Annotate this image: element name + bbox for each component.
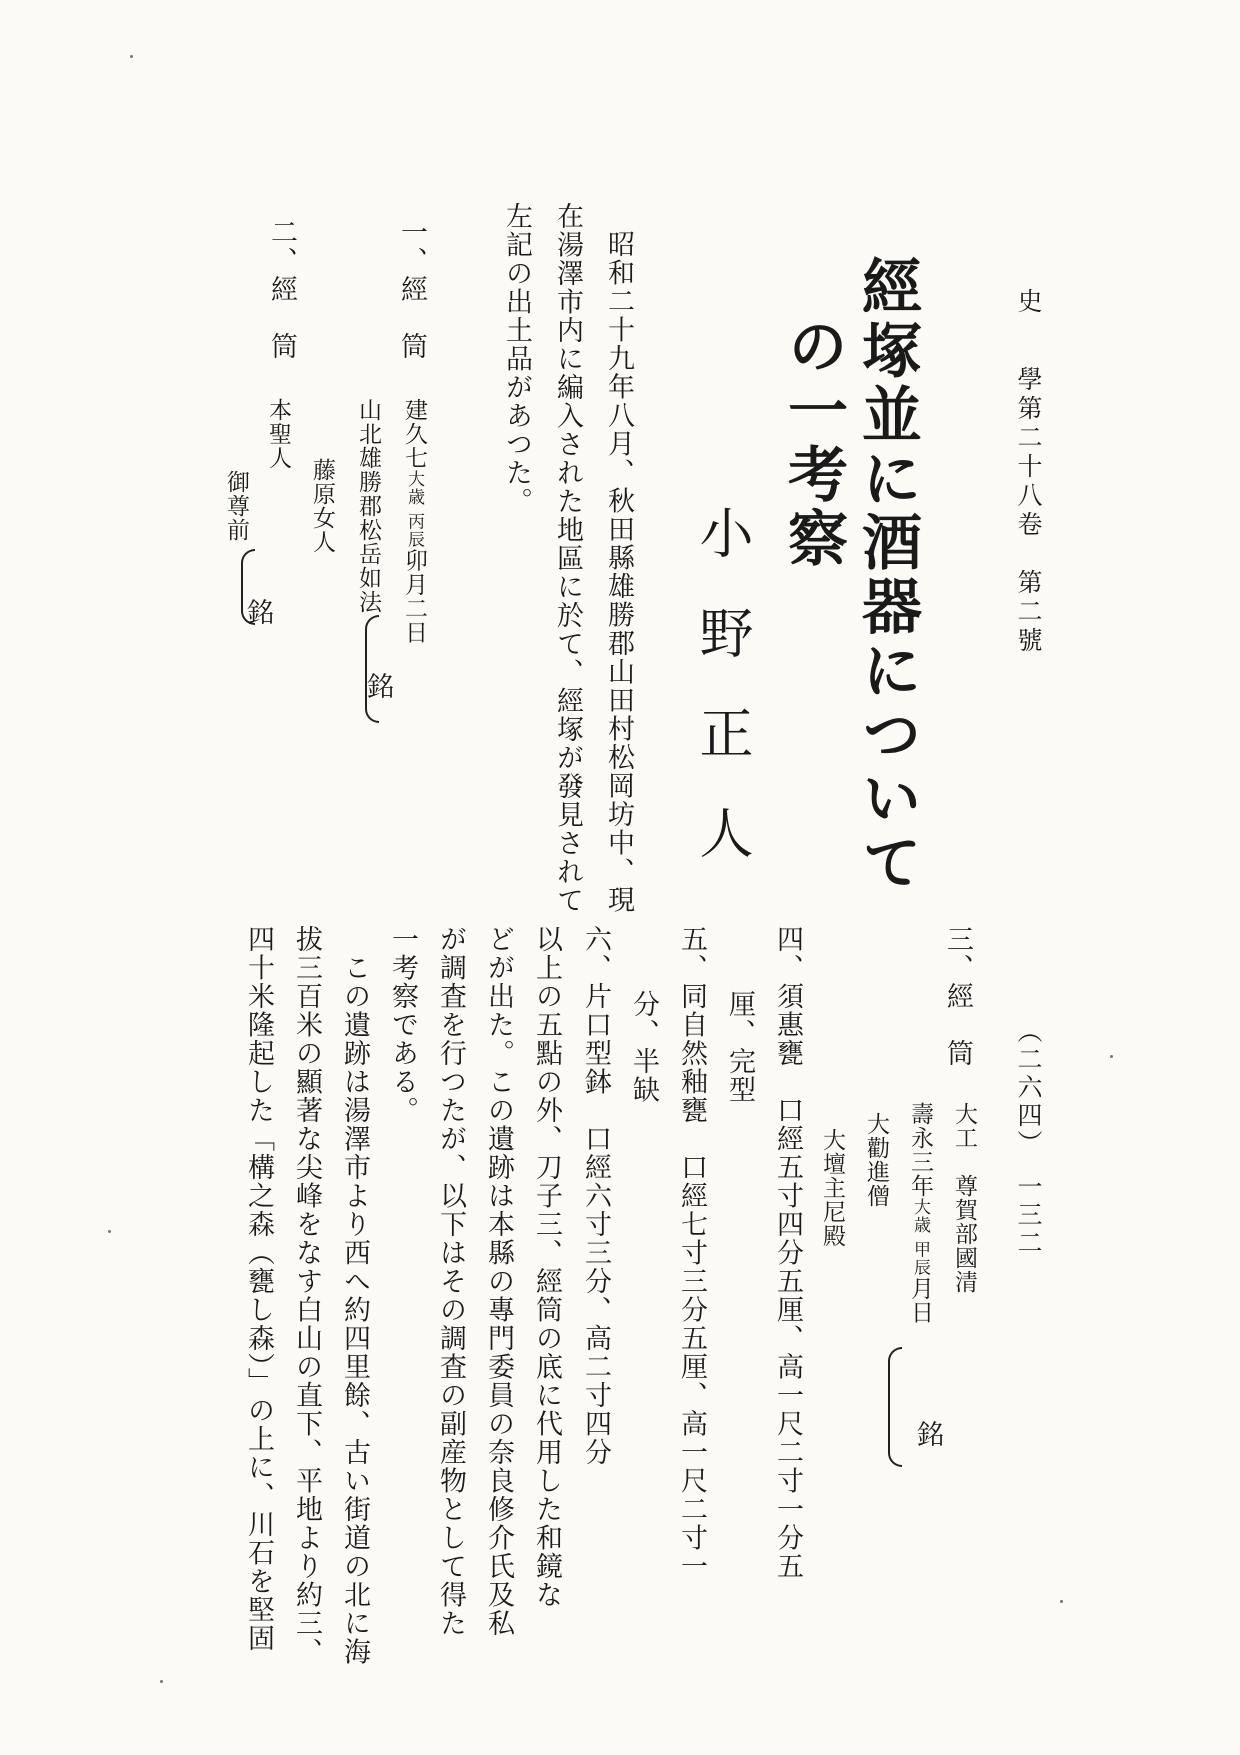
scan-speck: [1060, 1600, 1063, 1603]
item1-line1: 建久七大歳 丙辰卯月二日: [401, 398, 427, 645]
article-title-line1: 經塚並に酒器について: [852, 255, 922, 895]
item1-line3: 藤原女人: [309, 458, 335, 554]
item2-inscription: 銘: [242, 598, 273, 627]
intro-line-2: 在湯澤市内に編入された地區に於て、經塚が發見されて: [552, 202, 583, 915]
item1-brace: [365, 615, 379, 723]
article-title-line2: の一考察: [778, 315, 848, 571]
item3-inscription: 銘: [912, 1420, 943, 1449]
item4-text: 四、須惠甕 口經五寸四分五厘、高一尺二寸一分五: [772, 925, 803, 1581]
item3-line3: 大勸進僧: [863, 1112, 889, 1208]
item3-line1: 大工 尊賀部國清: [951, 1102, 977, 1294]
scan-speck: [160, 1680, 163, 1683]
intro-line-3: 左記の出土品があつた。: [501, 202, 532, 516]
item4-cont: 厘、完型: [724, 990, 755, 1104]
item2-line2: 御尊前: [223, 470, 249, 542]
body2-line-4: 一考察である。: [387, 925, 418, 1125]
body2-line-1: 以上の五點の外、刀子三、經筒の底に代用した和鏡な: [531, 925, 562, 1609]
body2-line-5: この遺跡は湯澤市より西へ約四里餘、古い街道の北に海: [339, 925, 370, 1666]
item2-line1: 本聖人: [265, 398, 291, 470]
item1-line2: 山北雄勝郡松岳如法: [355, 398, 381, 614]
item1-label: 一、經 筒: [396, 218, 427, 361]
body2-line-7: 四十米隆起した「構之森（甕し森）」の上に、川石を堅固: [243, 925, 274, 1653]
body2-line-2: どが出た。この遺跡は本縣の專門委員の奈良修介氏及私: [483, 925, 514, 1638]
item3-line2: 壽永三年大歳 甲辰月日: [907, 1102, 933, 1325]
intro-line-1: 昭和二十九年八月、秋田縣雄勝郡山田村松岡坊中、現: [603, 230, 634, 914]
item1-inscription: 銘: [362, 672, 393, 701]
item2-label: 二、經 筒: [266, 218, 297, 361]
journal-name: 史 學: [1014, 288, 1043, 405]
author-name: 小野正人: [691, 505, 754, 905]
volume-issue: 第二十八卷 第二號: [1014, 395, 1043, 656]
scan-speck: [108, 1230, 111, 1233]
item5-cont: 分、半缺: [628, 990, 659, 1104]
item6-text: 六、片口型鉢 口經六寸三分、高二寸四分: [580, 925, 611, 1467]
item3-line4: 大壇主尼殿: [819, 1128, 845, 1248]
scan-speck: [130, 55, 133, 58]
page-number: （二六四） 一三二: [1014, 1018, 1043, 1258]
item1-year-note: 大歳 丙辰: [404, 470, 424, 549]
item3-brace: [888, 1347, 902, 1467]
scan-speck: [1110, 1055, 1113, 1058]
body2-line-6: 拔三百米の顯著な尖峰をなす白山の直下、平地より約三、: [291, 925, 322, 1666]
item3-year-note: 大歳 甲辰: [910, 1198, 930, 1277]
item5-text: 五、同自然釉甕 口經七寸三分五厘、高一尺二寸一: [676, 925, 707, 1581]
body2-line-3: が調査を行つたが、以下はその調査の副産物として得た: [435, 925, 466, 1638]
item3-label: 三、經 筒: [942, 925, 973, 1068]
